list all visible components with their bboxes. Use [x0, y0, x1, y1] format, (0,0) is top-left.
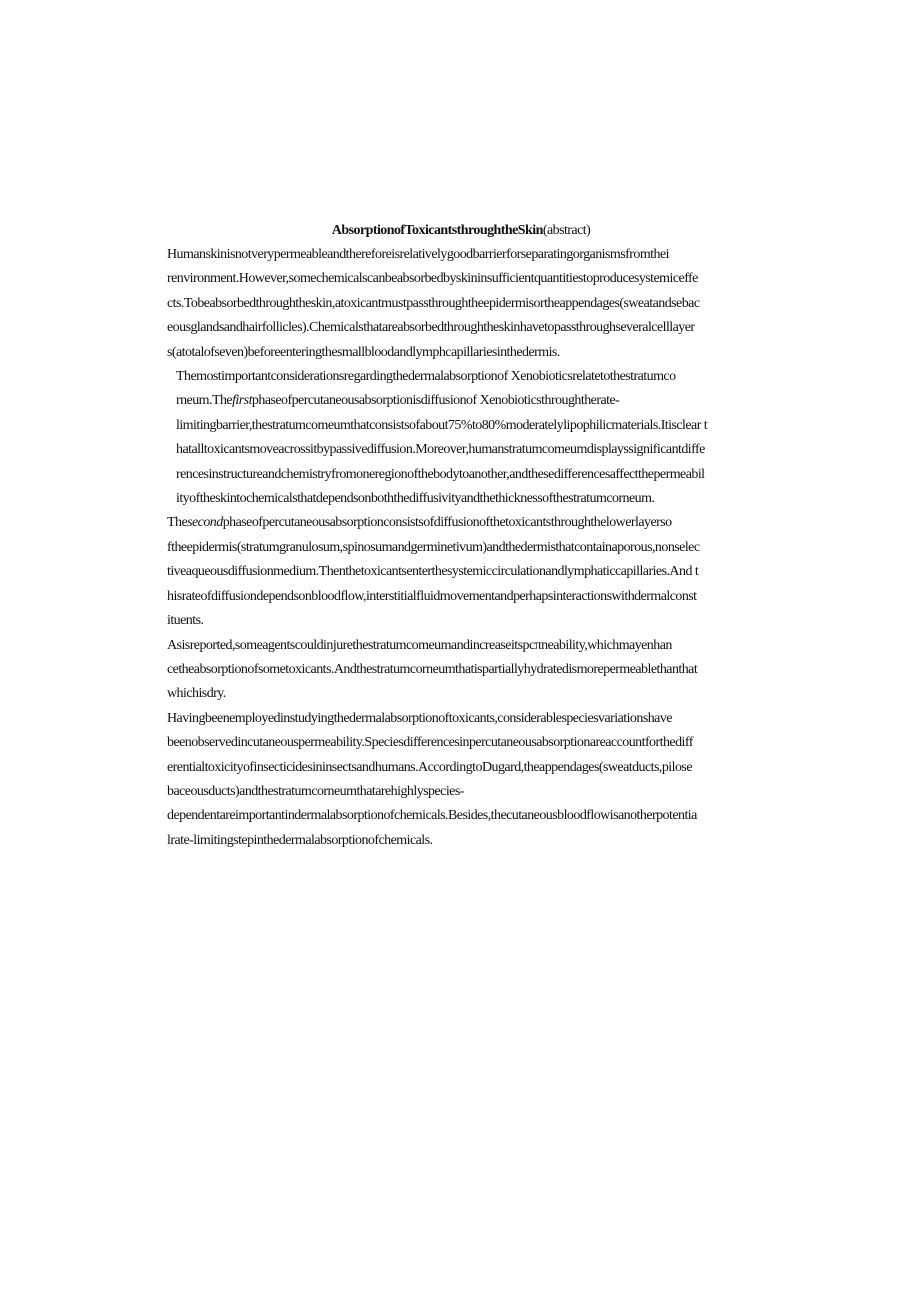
- paragraph-line: hisrateofdiffusiondependsonbloodflow,interstitialfluidmovementandperhapsinteractionswithdermalconst: [167, 588, 697, 604]
- paragraph-line: cts.Tobeabsorbedthroughtheskin,atoxicantmustpassthroughtheepidermisortheappendages(sweatandsebac: [167, 295, 700, 311]
- text-run: phaseofpercutaneousabsorptionisdiffusionof Xenobioticsthroughtherate-: [251, 393, 620, 409]
- paragraph-3: [138, 511, 784, 633]
- emphasis-second: second: [187, 515, 223, 531]
- text-run: phaseofpercutaneousabsorptionconsistsofdiffusionofthetoxicantsthroughthelowerlayerso: [222, 515, 672, 531]
- text-run: The: [167, 515, 188, 531]
- paragraph-line: ftheepidermis(stratumgranulosum,spinosumandgerminetivum)andthedermisthatcontainaporous,nonselec: [167, 539, 700, 555]
- paragraph-line: Themostimportantconsiderationsregardingthedermalabsorptionof Xenobioticsrelatetothestratumco: [176, 369, 676, 385]
- paragraph-line: ityoftheskintochemicalsthatdependsonboththediffusivityandthethicknessofthestratumcorneum.: [176, 491, 655, 507]
- paragraph-line: ituents.: [167, 613, 204, 629]
- paragraph-1: [138, 243, 784, 365]
- paragraph-line: hatalltoxicantsmoveacrossitbypassivediffusion.Moreover,humanstratumcomeumdisplayssignificantdiffe: [176, 442, 705, 458]
- paragraph-line: lrate-limitingstepinthedermalabsorptionofchemicals.: [167, 832, 433, 848]
- paragraph-line: tiveaqueousdiffusionmedium.Thenthetoxicantsenterthesystemiccirculationandlymphaticcapillaries.And t: [167, 564, 699, 580]
- paragraph-5: [138, 707, 784, 853]
- paragraph-line: cetheabsorptionofsometoxicants.Andthestratumcorneumthatispartiallyhydratedismorepermeablethanthat: [167, 661, 698, 677]
- paragraph-line: Havingbeenemployedinstudyingthedermalabsorptionoftoxicants,considerablespeciesvariationshave: [167, 710, 672, 726]
- paragraph-line: Humanskinisnotverypermeableandthereforeisrelativelygoodbarrierforseparatingorganismsfromthei: [167, 247, 669, 262]
- document-title: [138, 219, 784, 243]
- paragraph-line: erentialtoxicityofinsecticidesininsectsandhumans.AccordingtoDugard,theappendages(sweatducts,pilose: [167, 759, 692, 775]
- paragraph-line: dependentareimportantindermalabsorptionofchemicals.Besides,thecutaneousbloodflowisanotherpotentia: [167, 808, 697, 824]
- text-run: rneum.The: [176, 393, 233, 409]
- paragraph-line: baceousducts)andthestratumcorneumthatarehighlyspecies-: [167, 783, 464, 799]
- paragraph-2: [138, 365, 784, 511]
- paragraph-line: [138, 389, 784, 413]
- paragraph-line: [138, 511, 784, 535]
- paragraph-line: eousglandsandhairfollicles).Chemicalsthatareabsorbedthroughtheskinhavetopassthroughseveralcelllayer: [167, 320, 695, 336]
- paragraph-line: limitingbarrier,thestratumcomeumthatconsistsofabout75%to80%moderatelylipophilicmaterials.Itisclear t: [176, 417, 708, 433]
- document-page: [138, 219, 784, 853]
- paragraph-line: whichisdry.: [167, 686, 226, 702]
- paragraph-line: rencesinstructureandchemistryfromoneregionofthebodytoanother,andthesedifferencesaffectthepermeabil: [176, 466, 705, 482]
- title-suffix: (abstract): [542, 223, 591, 238]
- title-bold: AbsorptionofToxicantsthroughtheSkin: [331, 223, 543, 238]
- paragraph-4: [138, 634, 784, 707]
- paragraph-line: Asisreported,someagentscouldinjurethestratumcomeumandincreaseitspcπneability,whichmayenhan: [167, 637, 672, 653]
- emphasis-first: first: [232, 393, 252, 409]
- paragraph-line: renvironment.However,somechemicalscanbeabsorbedbyskininsufficientquantitiestoproducesystemiceffe: [167, 271, 698, 287]
- paragraph-line: beenobservedincutaneouspermeability.Speciesdifferencesinpercutaneousabsorptionareaccountforthediff: [167, 735, 693, 751]
- paragraph-line: s(atotalofseven)beforeenteringthesmallbloodandlymphcapillariesinthedermis.: [167, 344, 560, 360]
